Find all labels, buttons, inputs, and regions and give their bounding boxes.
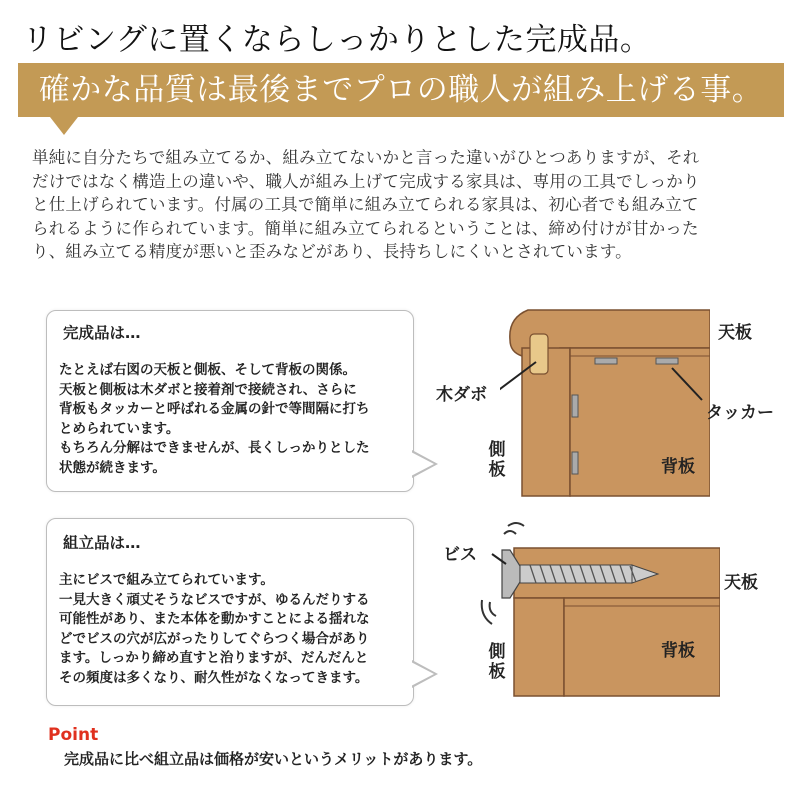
assembled-callout (46, 518, 414, 706)
assembled-line: 主にビスで組み立てられています。 (59, 572, 274, 588)
assembled-line: ます。しっかり締め直すと治りますが、だんだんと (59, 650, 369, 666)
back-board-shape (564, 598, 720, 696)
screw-label: ビス (443, 545, 477, 565)
finished-line: もちろん分解はできませんが、長くしっかりとした (59, 440, 370, 456)
tacker-staple (595, 358, 617, 364)
headline-banner: 確かな品質は最後までプロの職人が組み上げる事。 (18, 63, 784, 117)
assembled-callout-tail-fill (411, 662, 434, 686)
finished-line: とめられています。 (59, 420, 180, 437)
intro-line: り、組み立てる精度が悪いと歪みなどがあり、長持ちしにくいとされています。 (32, 242, 632, 261)
assembled-back-board-label: 背板 (661, 641, 695, 661)
finished-back-board-label: 背板 (661, 457, 695, 477)
page-title: リビングに置くならしっかりとした完成品。 (22, 22, 652, 58)
intro-paragraph (32, 146, 772, 264)
finished-line: 背板もタッカーと呼ばれる金属の針で等間隔に打ち (59, 401, 370, 417)
finished-callout-tail-fill (411, 452, 434, 476)
assembled-line: その頻度は多くなり、耐久性がなくなってきます。 (59, 669, 369, 686)
intro-line: と仕上げられています。付属の工具で簡単に組み立てられる家具は、初心者でも組み立て (32, 195, 699, 214)
finished-top-board-label: 天板 (718, 323, 752, 343)
assembled-line: 可能性があり、また本体を動かすことによる揺れな (59, 611, 370, 627)
assembled-line: 一見大きく頑丈そうなビスですが、ゆるんだりする (59, 591, 370, 608)
finished-callout (46, 310, 414, 492)
tacker-staple (656, 358, 678, 364)
dowel-shape (530, 334, 548, 374)
wobble-mark (490, 602, 496, 616)
wobble-mark (504, 531, 516, 534)
finished-line: 状態が続きます。 (59, 459, 166, 476)
finished-body (59, 361, 370, 478)
point-label: Point (48, 725, 99, 745)
assembled-joinery-diagram (480, 520, 720, 700)
intro-line: 単純に自分たちで組み立てるか、組み立てないかと言った違いがひとつありますが、それ (32, 148, 700, 167)
side-board-shape (514, 598, 564, 696)
tacker-staple (572, 395, 578, 417)
banner-pointer (50, 117, 78, 135)
intro-line: られるように作られています。簡単に組み立てられるということは、締め付けが甘かった (32, 218, 699, 238)
dowel-label: 木ダボ (436, 385, 487, 405)
finished-heading: 完成品は… (63, 324, 141, 342)
finished-line: 天板と側板は木ダボと接着剤で接続され、さらに (59, 381, 357, 398)
intro-line: だけではなく構造上の違いや、職人が組み上げて完成する家具は、専用の工具でしっかり (32, 171, 700, 191)
assembled-top-board-label: 天板 (724, 573, 758, 593)
finished-side-board-label: 側板 (488, 440, 506, 480)
assembled-heading: 組立品は… (63, 534, 141, 552)
assembled-body (59, 571, 370, 688)
point-text: 完成品に比べ組立品は価格が安いというメリットがあります。 (64, 750, 483, 768)
finished-line: たとえば右図の天板と側板、そして背板の関係。 (59, 362, 356, 378)
assembled-line: どでビスの穴が広がったりしてぐらつく場合があり (59, 630, 370, 647)
wobble-mark (508, 523, 524, 526)
assembled-side-board-label: 側板 (488, 642, 506, 682)
tacker-label: タッカー (706, 403, 774, 423)
tacker-staple (572, 452, 578, 474)
